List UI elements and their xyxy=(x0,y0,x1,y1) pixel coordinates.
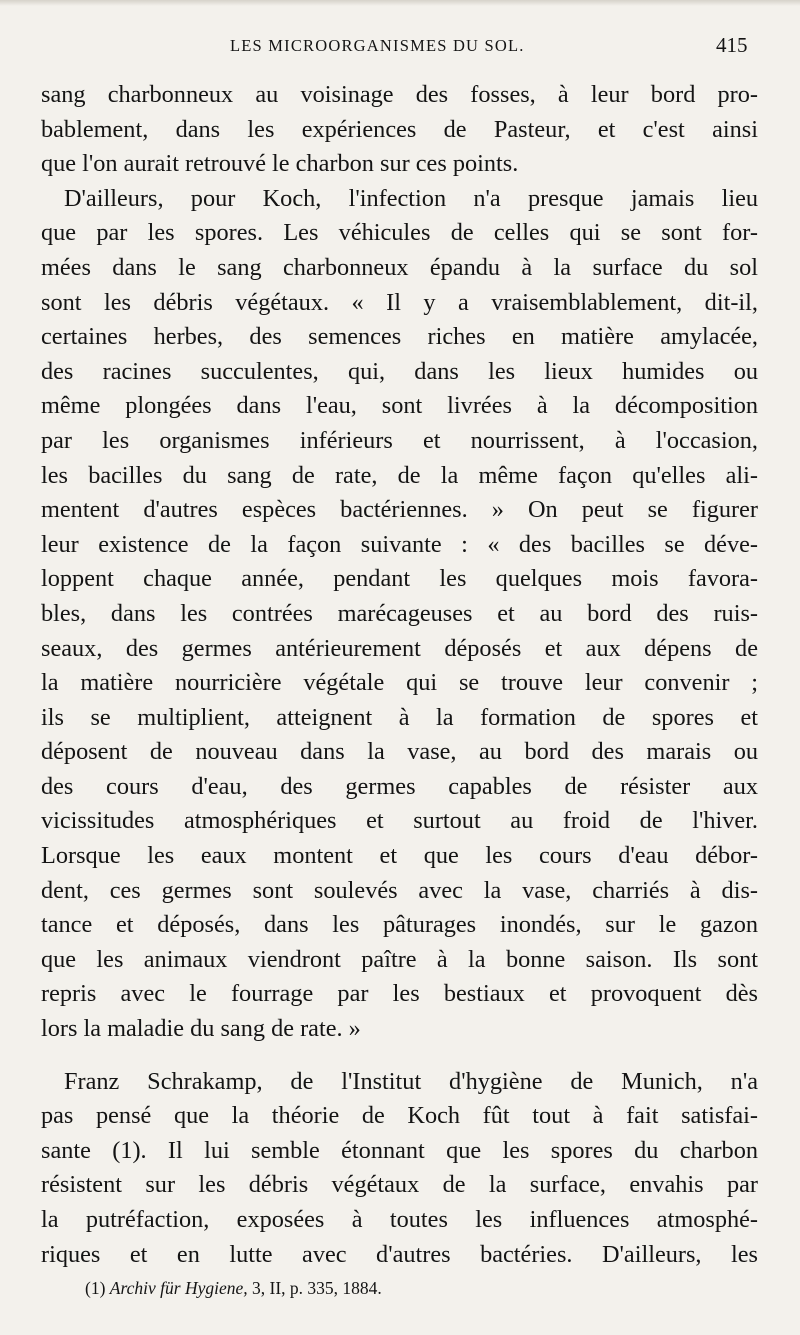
text-line: bles, dans les contrées marécageuses et au bord des ruis- xyxy=(41,599,758,627)
text-line: la matière nourricière végétale qui se trouve leur convenir ; xyxy=(41,669,758,697)
text-line: dent, ces germes sont soulevés avec la vase, charriés à dis- xyxy=(41,876,758,904)
text-line: même plongées dans l'eau, sont livrées à la décomposition xyxy=(41,392,758,420)
text-line: sante (1). Il lui semble étonnant que les spores du charbon xyxy=(41,1136,758,1164)
text-line: les bacilles du sang de rate, de la même façon qu'elles ali- xyxy=(41,461,758,489)
footnote xyxy=(85,1278,382,1299)
text-line: vicissitudes atmosphériques et surtout au froid de l'hiver. xyxy=(41,807,758,835)
footnote-journal: Archiv für Hygiene, xyxy=(109,1278,248,1298)
page-edge-shadow xyxy=(0,0,800,6)
text-line: D'ailleurs, pour Koch, l'infection n'a presque jamais lieu xyxy=(64,184,758,212)
text-line: mées dans le sang charbonneux épandu à la surface du sol xyxy=(41,253,758,281)
text-line: des racines succulentes, qui, dans les lieux humides ou xyxy=(41,357,758,385)
text-line: que l'on aurait retrouvé le charbon sur ces points. xyxy=(41,150,519,178)
text-line: lors la maladie du sang de rate. » xyxy=(41,1015,361,1043)
text-line: Lorsque les eaux montent et que les cours d'eau débor- xyxy=(41,842,758,870)
text-line: des cours d'eau, des germes capables de résister aux xyxy=(41,772,758,800)
text-line: Franz Schrakamp, de l'Institut d'hygiène de Munich, n'a xyxy=(64,1067,758,1095)
text-line: bablement, dans les expériences de Pasteur, et c'est ainsi xyxy=(41,115,758,143)
text-line: leur existence de la façon suivante : « des bacilles se déve- xyxy=(41,530,758,558)
text-line: résistent sur les débris végétaux de la surface, envahis par xyxy=(41,1171,758,1199)
text-line: pas pensé que la théorie de Koch fût tout à fait satisfai- xyxy=(41,1102,758,1130)
text-line: loppent chaque année, pendant les quelques mois favora- xyxy=(41,565,758,593)
text-line: ils se multiplient, atteignent à la formation de spores et xyxy=(41,703,758,731)
text-line: mentent d'autres espèces bactériennes. » On peut se figurer xyxy=(41,496,758,524)
text-line: sont les débris végétaux. « Il y a vraisemblablement, dit-il, xyxy=(41,288,758,316)
body-text xyxy=(41,78,758,1272)
footnote-marker: (1) xyxy=(85,1278,106,1298)
page-number: 415 xyxy=(716,33,748,57)
text-line: tance et déposés, dans les pâturages inondés, sur le gazon xyxy=(41,911,758,939)
text-line: repris avec le fourrage par les bestiaux et provoquent dès xyxy=(41,980,758,1008)
text-line: par les organismes inférieurs et nourrissent, à l'occasion, xyxy=(41,426,758,454)
text-line: sang charbonneux au voisinage des fosses, à leur bord pro- xyxy=(41,81,758,108)
text-line: que les animaux viendront paître à la bonne saison. Ils sont xyxy=(41,945,758,973)
text-line: seaux, des germes antérieurement déposés et aux dépens de xyxy=(41,634,758,662)
text-line: riques et en lutte avec d'autres bactéries. D'ailleurs, les xyxy=(41,1240,758,1268)
text-line: déposent de nouveau dans la vase, au bord des marais ou xyxy=(41,738,758,766)
paragraph-gap xyxy=(41,1047,758,1065)
text-line: que par les spores. Les véhicules de celles qui se sont for- xyxy=(41,219,758,247)
text-line: la putréfaction, exposées à toutes les influences atmosphé- xyxy=(41,1206,758,1233)
running-header: LES MICROORGANISMES DU SOL. xyxy=(230,36,525,55)
text-line: certaines herbes, des semences riches en matière amylacée, xyxy=(41,323,758,351)
footnote-reference: 3, II, p. 335, 1884. xyxy=(252,1278,382,1298)
